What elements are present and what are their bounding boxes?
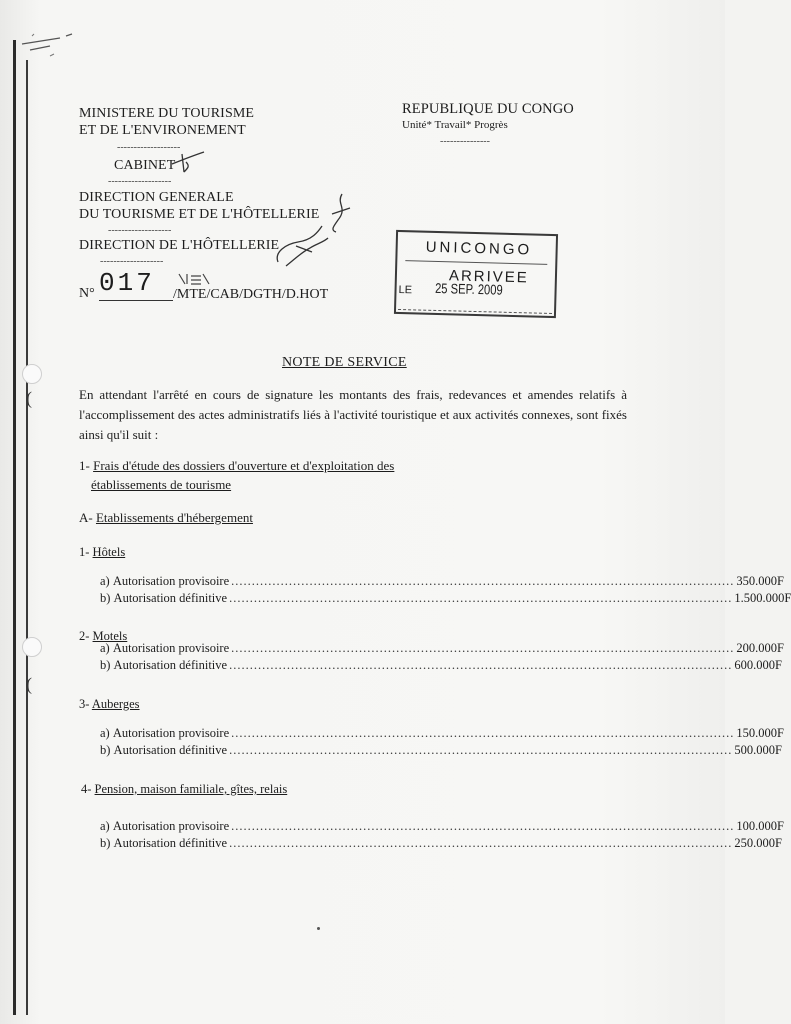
fee-row: [100, 641, 784, 656]
fee-letter: a): [100, 641, 110, 655]
separator-dashes: -------------------: [108, 176, 172, 187]
fee-amount: 350.000F: [736, 574, 784, 588]
ministry-name: [79, 105, 254, 139]
fee-label: Autorisation définitive: [113, 836, 228, 850]
dot-leader: ..........................................................................................................................: [231, 574, 735, 588]
general-direction: [79, 189, 319, 223]
fee-amount: 150.000F: [736, 726, 784, 740]
category-name: Motels: [92, 629, 128, 643]
ref-scribble-mark: [177, 270, 213, 288]
ref-suffix: /MTE/CAB/DGTH/D.HOT: [173, 287, 329, 302]
ref-number: 017: [99, 268, 155, 298]
category-name: Pension, maison familiale, gîtes, relais: [94, 782, 288, 796]
stamp-rule: [405, 260, 547, 265]
binding-edge-line-inner: [26, 60, 28, 1015]
cabinet-label: [114, 157, 175, 174]
fee-row: [100, 836, 782, 851]
stray-ink-dot: [317, 927, 320, 930]
dot-leader: ..........................................................................................................................: [231, 819, 735, 833]
separator-dashes: -------------------: [108, 225, 172, 236]
fee-row: [100, 658, 782, 673]
fee-label: Autorisation provisoire: [112, 819, 230, 833]
fee-label: Autorisation définitive: [113, 658, 228, 672]
section-1-title-line-1: Frais d'étude des dossiers d'ouverture et d'exploitation des: [93, 458, 395, 473]
punch-hole-mark: [22, 364, 42, 384]
stamp-arrived: ARRIVEE: [448, 267, 529, 287]
hotel-direction-signature: [272, 222, 332, 270]
section-a-heading: [79, 510, 253, 526]
category-heading: [81, 782, 287, 797]
dot-leader: ..........................................................................................................................: [231, 641, 735, 655]
fee-row: [100, 574, 784, 589]
intro-paragraph: En attendant l'arrêté en cours de signature les montants des frais, redevances et amendes relatifs à l'accomplissement des actes administratifs liés à l'activité touristique et aux activités connexes, sont fixés ainsi qu'il suit :: [79, 387, 627, 442]
fee-letter: a): [100, 574, 110, 588]
section-a-prefix: A-: [79, 510, 93, 525]
fee-label: Autorisation définitive: [113, 743, 228, 757]
fee-amount: 200.000F: [736, 641, 784, 655]
dot-leader: ..........................................................................................................................: [229, 743, 733, 757]
ministry-line-2: ET DE L'ENVIRONEMENT: [79, 123, 246, 138]
dot-leader: ..........................................................................................................................: [229, 658, 733, 672]
dot-leader: ..........................................................................................................................: [229, 591, 733, 605]
category-prefix: 2-: [79, 629, 90, 643]
section-1-title-line-2: établissements de tourisme: [91, 477, 232, 492]
fee-row: [100, 591, 791, 606]
fee-row: [100, 726, 784, 741]
fee-label: Autorisation provisoire: [112, 574, 230, 588]
fee-row: [100, 743, 782, 758]
cabinet-paraph-signature: [168, 148, 208, 176]
section-1-prefix: 1-: [79, 458, 90, 473]
separator-dashes: ---------------: [440, 136, 490, 147]
category-prefix: 3-: [79, 697, 90, 711]
fee-amount: 600.000F: [734, 658, 782, 672]
ref-number-underline: [99, 300, 173, 301]
fee-row: [100, 819, 784, 834]
category-name: Auberges: [91, 697, 140, 711]
fee-amount: 100.000F: [736, 819, 784, 833]
category-name: Hôtels: [92, 545, 126, 559]
republic-name: REPUBLIQUE DU CONGO: [402, 101, 574, 117]
separator-dashes: -------------------: [100, 256, 164, 267]
reference-number-line: [79, 266, 379, 306]
document-title: NOTE DE SERVICE: [282, 355, 407, 370]
cabinet-text: CABINET: [114, 158, 176, 173]
fee-label: Autorisation provisoire: [112, 726, 230, 740]
stamp-organization: UNICONGO: [425, 238, 533, 259]
hotel-direction: DIRECTION DE L'HÔTELLERIE: [79, 238, 280, 253]
stamp-le-label: LE: [398, 283, 413, 297]
section-a-title: Etablissements d'hébergement: [95, 510, 253, 525]
category-prefix: 4-: [81, 782, 92, 796]
category-heading: [79, 697, 140, 712]
general-direction-line-1: DIRECTION GENERALE: [79, 190, 234, 205]
ref-prefix: N°: [79, 286, 95, 301]
stamp-date: 25 SEP. 2009: [434, 279, 503, 298]
punch-hole-mark: [22, 637, 42, 657]
fee-letter: b): [100, 591, 111, 605]
bracket-mark: (: [26, 674, 32, 694]
fee-label: Autorisation définitive: [113, 591, 228, 605]
fee-amount: 1.500.000F: [734, 591, 791, 605]
dot-leader: ..........................................................................................................................: [229, 836, 733, 850]
bracket-mark: (: [26, 388, 32, 408]
fee-letter: a): [100, 726, 110, 740]
category-heading: [79, 545, 125, 560]
fee-letter: b): [100, 658, 111, 672]
fee-letter: b): [100, 743, 111, 757]
dot-leader: ..........................................................................................................................: [231, 726, 735, 740]
fee-amount: 500.000F: [734, 743, 782, 757]
fee-amount: 250.000F: [734, 836, 782, 850]
general-direction-line-2: DU TOURISME ET DE L'HÔTELLERIE: [79, 207, 320, 222]
separator-dashes: -------------------: [117, 142, 181, 153]
section-1-heading: [79, 456, 394, 494]
stamp-dashed-line: [398, 309, 552, 314]
ministry-line-1: MINISTERE DU TOURISME: [79, 106, 255, 121]
fee-label: Autorisation provisoire: [112, 641, 230, 655]
fee-letter: a): [100, 819, 110, 833]
republic-motto: Unité* Travail* Progrès: [402, 119, 508, 131]
category-prefix: 1-: [79, 545, 90, 559]
binding-edge-line: [13, 40, 16, 1015]
arrival-stamp: [394, 230, 558, 318]
corner-scribble-mark: [20, 30, 80, 60]
fee-letter: b): [100, 836, 111, 850]
